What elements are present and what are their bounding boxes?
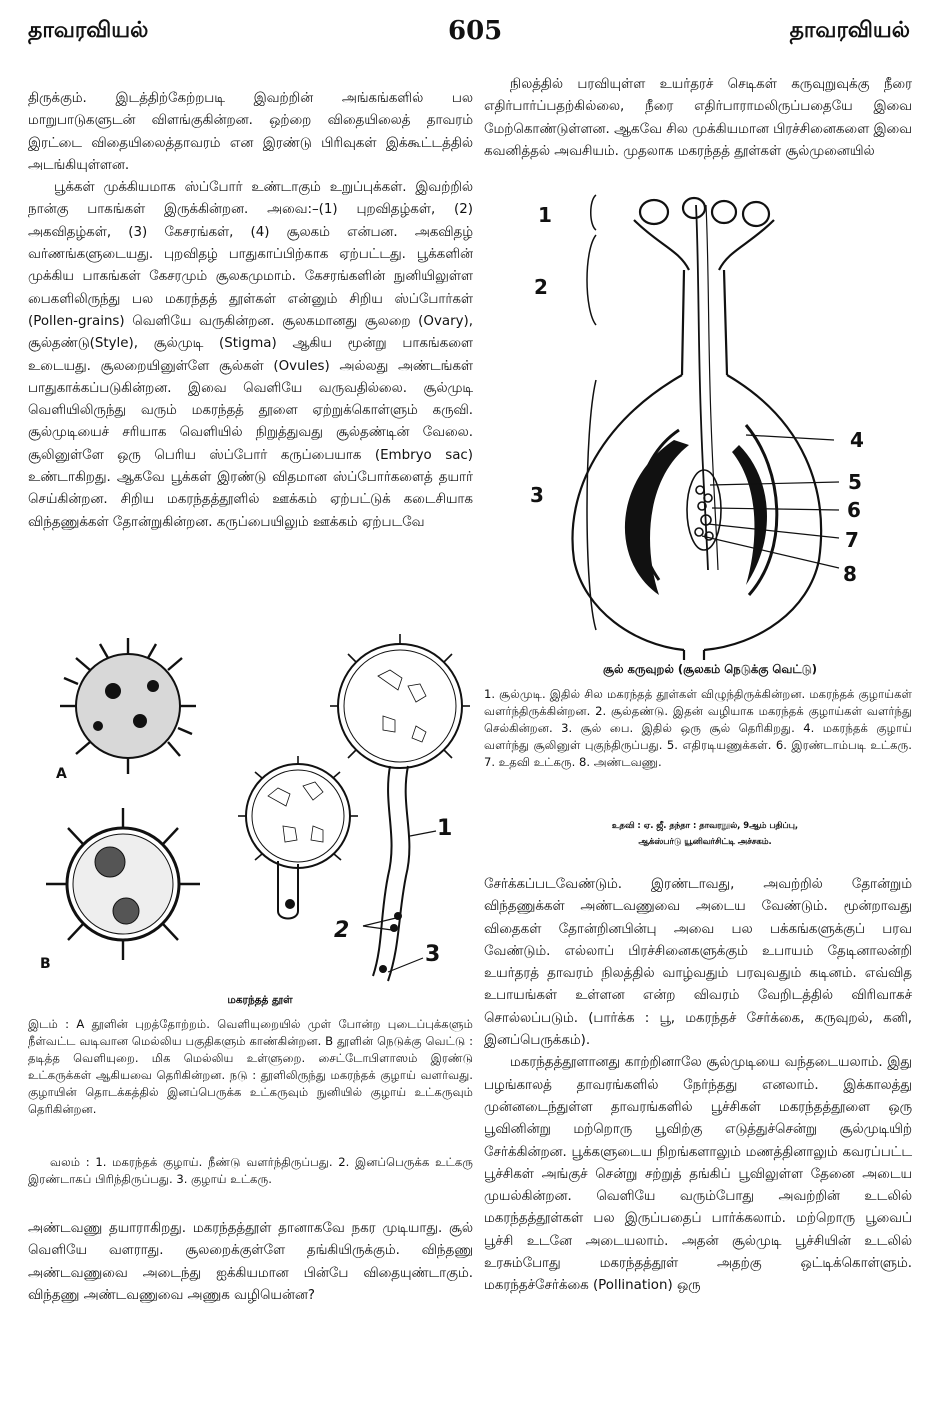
pollen-label-3: 3 bbox=[425, 942, 441, 967]
pollen-label-1: 1 bbox=[437, 816, 453, 841]
ovule-figure-title: சூல் கருவுறல் (சூலகம் நெடுக்கு வெட்டு) bbox=[602, 662, 818, 676]
ovule-label-8: 8 bbox=[843, 562, 857, 586]
paragraph: பூக்கள் முக்கியமாக ஸ்ப்போர் உண்டாகும் உறுப்புக்கள். இவற்றில் நான்கு பாகங்கள் இருக்கின்றன. அவை:–(1) புறவிதழ்கள், (2) அகவிதழ்கள், (3) கேசரங்கள், (4) சூலகம் என்பன. அகவிதழ் வர்ணங்களுடையது. புறவிதழ் பாதுகாப்பிற்காக ஏற்பட்டது. பூக்களின் முக்கிய பாகங்கள் கேசரமும் சூலகமுமாம். கேசரங்களின் நுனியிலுள்ள பைகளிலிருந்து பல மகரந்தத் தூள்கள் என்னும் சிறிய ஸ்ப்போர்கள் (Pollen-grains) வெளியே வருகின்றன. சூலகமானது சூலறை (Ovary), சூல்தண்டு(Style), சூல்முடி (Stigma) ஆகிய மூன்று பாகங்களை உடையது. சூலறையினுள்ளே சூல்கள் (Ovules) அல்லது அண்டங்கள் பாதுகாக்கப்படுகின்றன. இவை வெளியே வருவதில்லை. சூல்முடி வெளியிலிருந்து வரும் மகரந்தத் தூளை ஏற்றுக்கொள்ளும் கருவி. சூல்முடியைச் சரியாக வெளியில் நிறுத்துவது சூல்தண்டின் வேலை. சூலினுள்ளே ஒரு பெரிய ஸ்ப்போர் கருப்பையாக (Embryo sac) உண்டாகிறது. ஆகவே பூக்கள் இரண்டு விதமான ஸ்ப்போர்களைத் தயார் செய்கின்றன. சிறிய மகரந்தத்தூளில் ஊக்கம் ஏற்பட்டுக் கடைசியாக விந்தணுக்கள் தோன்றுகின்றன. கருப்பையிலும் ஊக்கம் ஏற்படவே bbox=[28, 180, 473, 530]
pollen-figure-caption-right: வலம் : 1. மகரந்தக் குழாய். நீண்டு வளர்ந்திருப்பது. 2. இனப்பெருக்க உட்கரு இரண்டாகப் பிரிந்திருப்பது. 3. குழாய் உட்கரு. bbox=[28, 1155, 473, 1186]
pollen-label-2: 2 bbox=[334, 918, 350, 943]
paragraph: மகரந்தத்தூளானது காற்றினாலே சூல்முடியை வந்தடையலாம். இது பழங்காலத் தாவரங்களில் நேர்ந்தது எனலாம். இக்காலத்து முன்னடைந்துள்ள தாவரங்களில் பூச்சிகள் மகரந்தத்தூளை ஒரு பூவினின்று மற்றொரு பூவிற்கு எடுத்துச்சென்று சூல்முடியிற் சேர்க்கின்றன. பூக்களுடைய நிறங்களாலும் மணத்தினாலும் கவரப்பட்ட பூச்சிகள் அங்குச் சென்று சற்றுத் தங்கிப் பூவிலுள்ள தேனை அடைய முயல்கின்றன. வெளியே வரும்போது அவற்றின் உடலில் மகரந்தத்தூள்கள் பல இருப்பதைப் பார்க்கலாம். மற்றொரு பூவைப் பூச்சி உடனே அடையலாம். அதன் சூல்முடி பூச்சியின் உடலில் உரசும்போது மகரந்தத்தூள் அதற்கு ஒட்டிக்கொள்ளும். மகரந்தச்சேர்க்கை (Pollination) ஒரு bbox=[484, 1055, 912, 1294]
left-column-top bbox=[28, 88, 473, 534]
paragraph: நிலத்தில் பரவியுள்ள உயர்தரச் செடிகள் கருவுறுவுக்கு நீரை எதிர்பார்ப்பதற்கில்லை, நீரை எதிர்பாராமலிருப்பதையே இவை மேற்கொண்டுள்ளன. ஆகவே சில முக்கியமான பிரச்சினைகளை இவை கவனித்தல் அவசியம். முதலாக மகரந்தத் தூள்கள் சூல்முனையில் bbox=[484, 77, 912, 159]
pollen-grain-illustration bbox=[28, 636, 468, 986]
ovule-label-5: 5 bbox=[848, 470, 862, 494]
ovule-figure-caption: 1. சூல்முடி. இதில் சில மகரந்தத் தூள்கள் விழுந்திருக்கின்றன. மகரந்தக் குழாய்கள் வளர்ந்திருக்கின்றன. 2. சூல்தண்டு. இதன் வழியாக மகரந்தக் குழாய்கள் வளர்ந்து செல்கின்றன. 3. சூல் பை. இதில் ஒரு சூல் தெரிகிறது. 4. மகரந்தக் குழாய் வளர்ந்து சூலினுள் புகுந்திருப்பது. 5. எதிரடியணுக்கள். 6. இரண்டாம்படி உட்கரு. 7. உதவி உட்கரு. 8. அண்டவணு. bbox=[484, 687, 912, 769]
pollen-figure-title: மகரந்தத் தூள் bbox=[227, 994, 293, 1006]
running-title-right: தாவரவியல் bbox=[789, 18, 910, 43]
paragraph: திருக்கும். இடத்திற்கேற்றபடி இவற்றின் அங்கங்களில் பல மாறுபாடுகளுடன் விளங்குகின்றன. ஒற்றை விதையிலைத் தாவரம் இரட்டை விதையிலைத்தாவரம் என இரண்டு பிரிவுகள் இக்கூட்டத்தில் அடங்கியுள்ளன. bbox=[28, 91, 473, 173]
ovule-label-7: 7 bbox=[845, 528, 859, 552]
ovule-label-6: 6 bbox=[847, 498, 861, 522]
left-column-bottom bbox=[28, 1218, 473, 1307]
figure-credit-2: ஆக்ஸ்பர்டு யூனிவர்சிட்டி அச்சகம். bbox=[638, 836, 772, 846]
pollen-label-B: B bbox=[40, 956, 51, 972]
ovule-section-illustration bbox=[484, 190, 924, 660]
right-column-top bbox=[484, 74, 912, 163]
paragraph: அண்டவணு தயாராகிறது. மகரந்தத்தூள் தானாகவே நகர முடியாது. சூல் வெளியே வளராது. சூலறைக்குள்ளே தங்கியிருக்கும். விந்தணு அண்டவணுவை அடைந்து ஐக்கியமான பின்பே விதையுண்டாகும். விந்தணு அண்டவணுவை அணுக வழியென்ன? bbox=[28, 1221, 473, 1303]
ovule-label-3: 3 bbox=[530, 483, 544, 507]
ovule-label-1: 1 bbox=[538, 203, 552, 227]
ovule-label-4: 4 bbox=[850, 428, 864, 452]
page-number: 605 bbox=[448, 16, 503, 46]
figure-credit-1: உதவி : ஏ. ஜீ. தந்தா : தாவரநூல், 9ஆம் பதிப்பு, bbox=[611, 820, 799, 830]
ovule-label-2: 2 bbox=[534, 275, 548, 299]
running-title-left: தாவரவியல் bbox=[28, 18, 149, 43]
paragraph: சேர்க்கப்படவேண்டும். இரண்டாவது, அவற்றில் தோன்றும் விந்தணுக்கள் அண்டவணுவை அடைய வேண்டும். மூன்றாவது விதைகள் தோன்றினபின்பு அவை பல பக்கங்களுக்குப் பரவ வேண்டும். எல்லாப் பிரச்சினைகளுக்கும் உபாயம் தேடினாலன்றி உயர்தரத் தாவரம் நிலத்தில் வாழ்வதும் பரவுவதும் கடினம். எவ்வித உபாயங்கள் உள்ளன என்ற விவரம் வேறிடத்தில் விரிவாகச் சொல்லப்படும். (பார்க்க : பூ, மகரந்தச் சேர்க்கை, கருவுறல், கனி, இனப்பெருக்கம்). bbox=[484, 877, 912, 1049]
right-column-bottom bbox=[484, 874, 912, 1298]
pollen-label-A: A bbox=[56, 766, 67, 782]
pollen-figure-caption-left: இடம் : A தூளின் புறத்தோற்றம். வெளியுறையில் முள் போன்ற புடைப்புக்களும் நீள்வட்ட வடிவான மெல்லிய பகுதிகளும் காண்கின்றன. B தூளின் நெடுக்கு வெட்டு : தடித்த வெளியுறை. மிக மெல்லிய உள்ளுறை. சைட்டோபிளாஸம் இரண்டு உட்கருக்கள் ஆகியவை தெரிகின்றன. நடு : தூளிலிருந்து மகரந்தக் குழாய் வளர்வது. குழாயின் தொடக்கத்தில் இனப்பெருக்க உட்கருவும் நுனியில் குழாய் உட்கருவும் தெரிகின்றன. bbox=[28, 1017, 473, 1116]
